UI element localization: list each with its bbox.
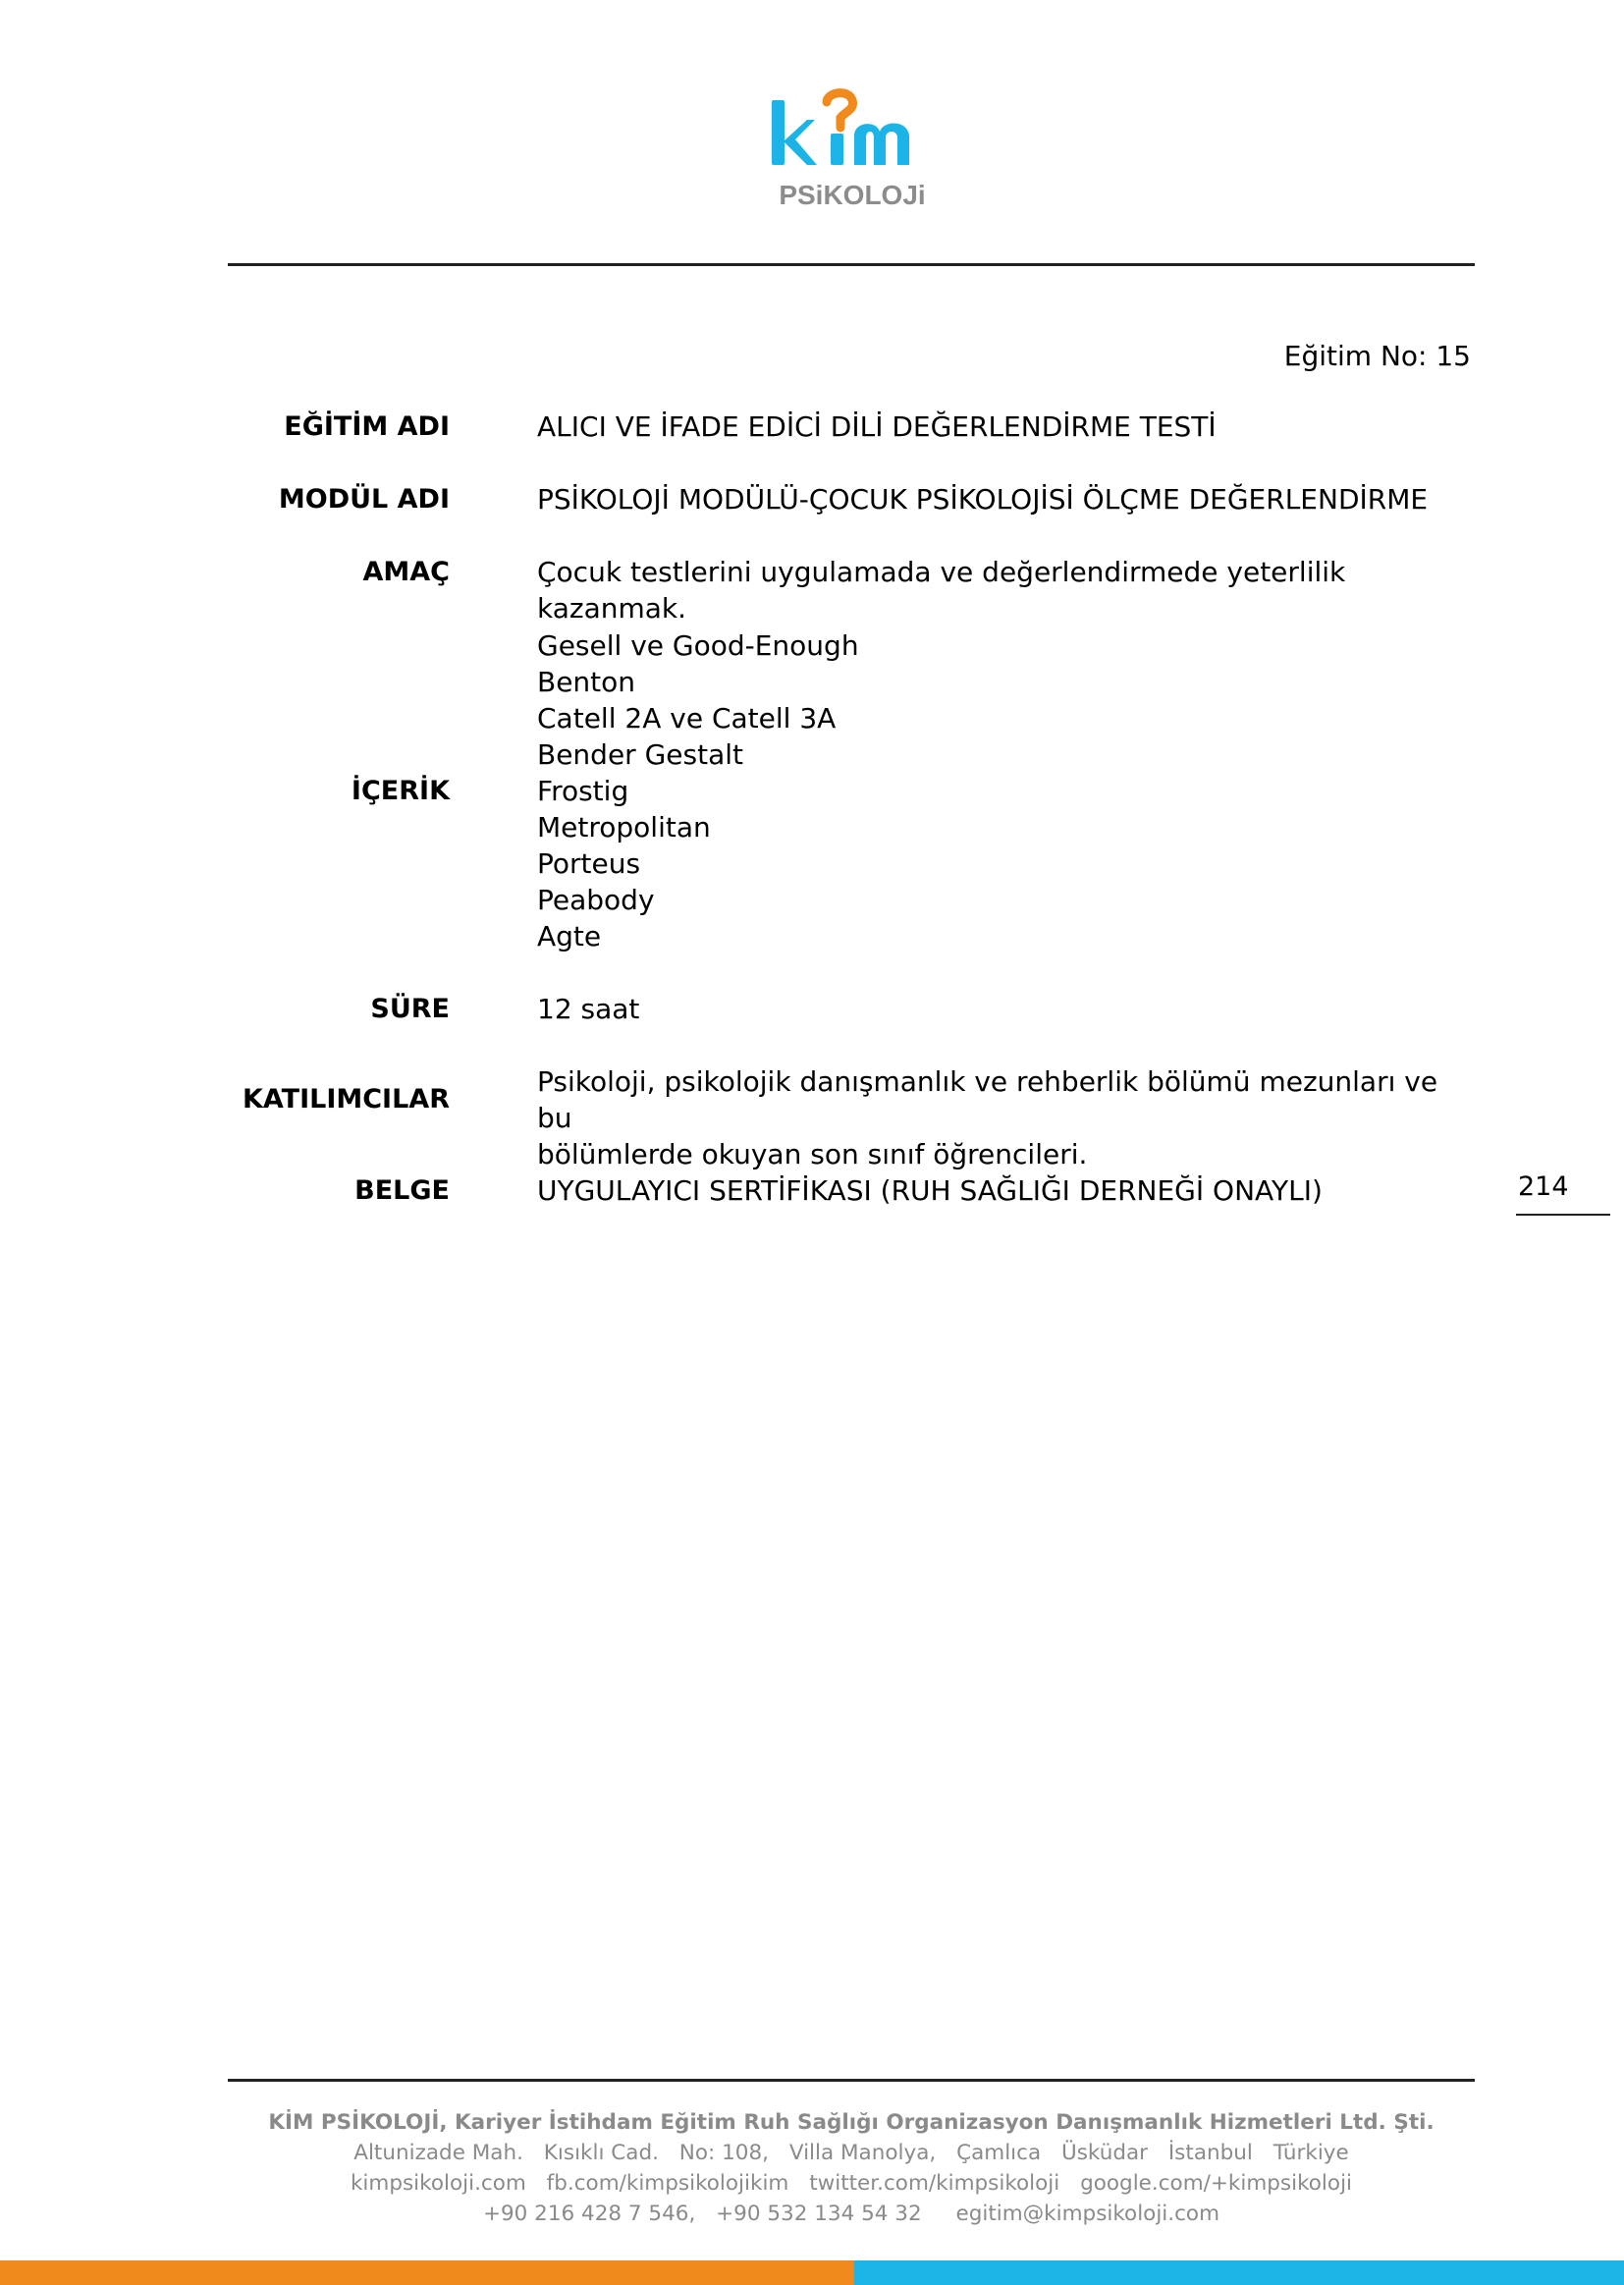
email-link[interactable]: egitim@kimpsikoloji.com [955,2202,1220,2226]
value-line: UYGULAYICI SERTİFİKASI (RUH SAĞLIĞI DERNEĞİ ONAYLI) [537,1174,1323,1207]
footer-company-line [228,2107,1475,2138]
value-duration [537,991,1440,1027]
label-purpose: AMAÇ [362,557,450,587]
footer-company-details: , Kariyer İstihdam Eğitim Ruh Sağlığı Organizasyon Danışmanlık Hizmetleri Ltd. Şti. [439,2110,1435,2135]
footer-company-name: KİM PSİKOLOJİ [268,2110,440,2135]
value-certificate [537,1172,1440,1209]
content-item: Porteus [537,847,641,880]
value-purpose [537,554,1440,626]
website-link[interactable]: kimpsikoloji.com [350,2171,526,2196]
content-item: Catell 2A ve Catell 3A [537,702,837,734]
value-line: Psikoloji, psikolojik danışmanlık ve rehberlik bölümü mezunları ve bu [537,1065,1438,1134]
kim-psikoloji-logo [766,88,939,216]
content-item: Metropolitan [537,811,711,843]
label-participants: KATILIMCILAR [242,1084,450,1115]
logo-subtitle: PSiKOLOJi [779,180,926,210]
page-number: 214 [1518,1171,1569,1202]
footer-bar-blue [854,2260,1624,2285]
footer-divider [228,2079,1475,2082]
label-module-name: MODÜL ADI [278,484,450,515]
value-participants [537,1063,1440,1172]
address-part: Kısıklı Cad. [543,2141,659,2165]
page-number-underline [1516,1214,1610,1216]
address-part: Türkiye [1272,2141,1349,2165]
footer-bar-orange [0,2260,854,2285]
mobile-number: +90 532 134 54 32 [716,2202,922,2226]
content-item: Bender Gestalt [537,738,743,771]
content-item: Gesell ve Good-Enough [537,629,859,662]
value-line: bölümlerde okuyan son sınıf öğrencileri. [537,1138,1088,1170]
value-line: Çocuk testlerini uygulamada ve değerlendirmede yeterlilik kazanmak. [537,556,1346,625]
value-line: ALICI VE İFADE EDİCİ DİLİ DEĞERLENDİRME TESTİ [537,410,1217,443]
address-part: Çamlıca [956,2141,1042,2165]
training-number: Eğitim No: 15 [1283,340,1471,372]
address-part: İstanbul [1167,2141,1253,2165]
label-certificate: BELGE [354,1175,450,1206]
facebook-link[interactable]: fb.com/kimpsikolojikim [546,2171,789,2196]
address-part: No: 108, [678,2141,769,2165]
twitter-link[interactable]: twitter.com/kimpsikoloji [809,2171,1060,2196]
value-module-name [537,481,1440,517]
google-plus-link[interactable]: google.com/+kimpsikoloji [1080,2171,1353,2196]
footer-address-line [228,2138,1475,2168]
content-item: Benton [537,666,636,698]
content-item: Peabody [537,884,655,916]
label-training-name: EĞİTİM ADI [284,411,450,442]
footer-web-line [228,2168,1475,2199]
content-item: Agte [537,920,602,952]
content-item: Frostig [537,775,629,807]
label-duration: SÜRE [370,994,450,1024]
value-training-name [537,408,1440,445]
value-line: PSİKOLOJİ MODÜLÜ-ÇOCUK PSİKOLOJİSİ ÖLÇME DEĞERLENDİRME [537,483,1429,516]
address-part: Üsküdar [1060,2141,1148,2165]
footer-contact-line [228,2199,1475,2229]
value-line: 12 saat [537,993,640,1025]
address-part: Villa Manolya, [788,2141,937,2165]
label-content: İÇERİK [351,776,450,806]
value-content-list [537,627,1440,954]
header-divider [228,263,1475,266]
footer [228,2107,1475,2229]
address-part: Altunizade Mah. [353,2141,523,2165]
phone-number: +90 216 428 7 546, [482,2202,696,2226]
